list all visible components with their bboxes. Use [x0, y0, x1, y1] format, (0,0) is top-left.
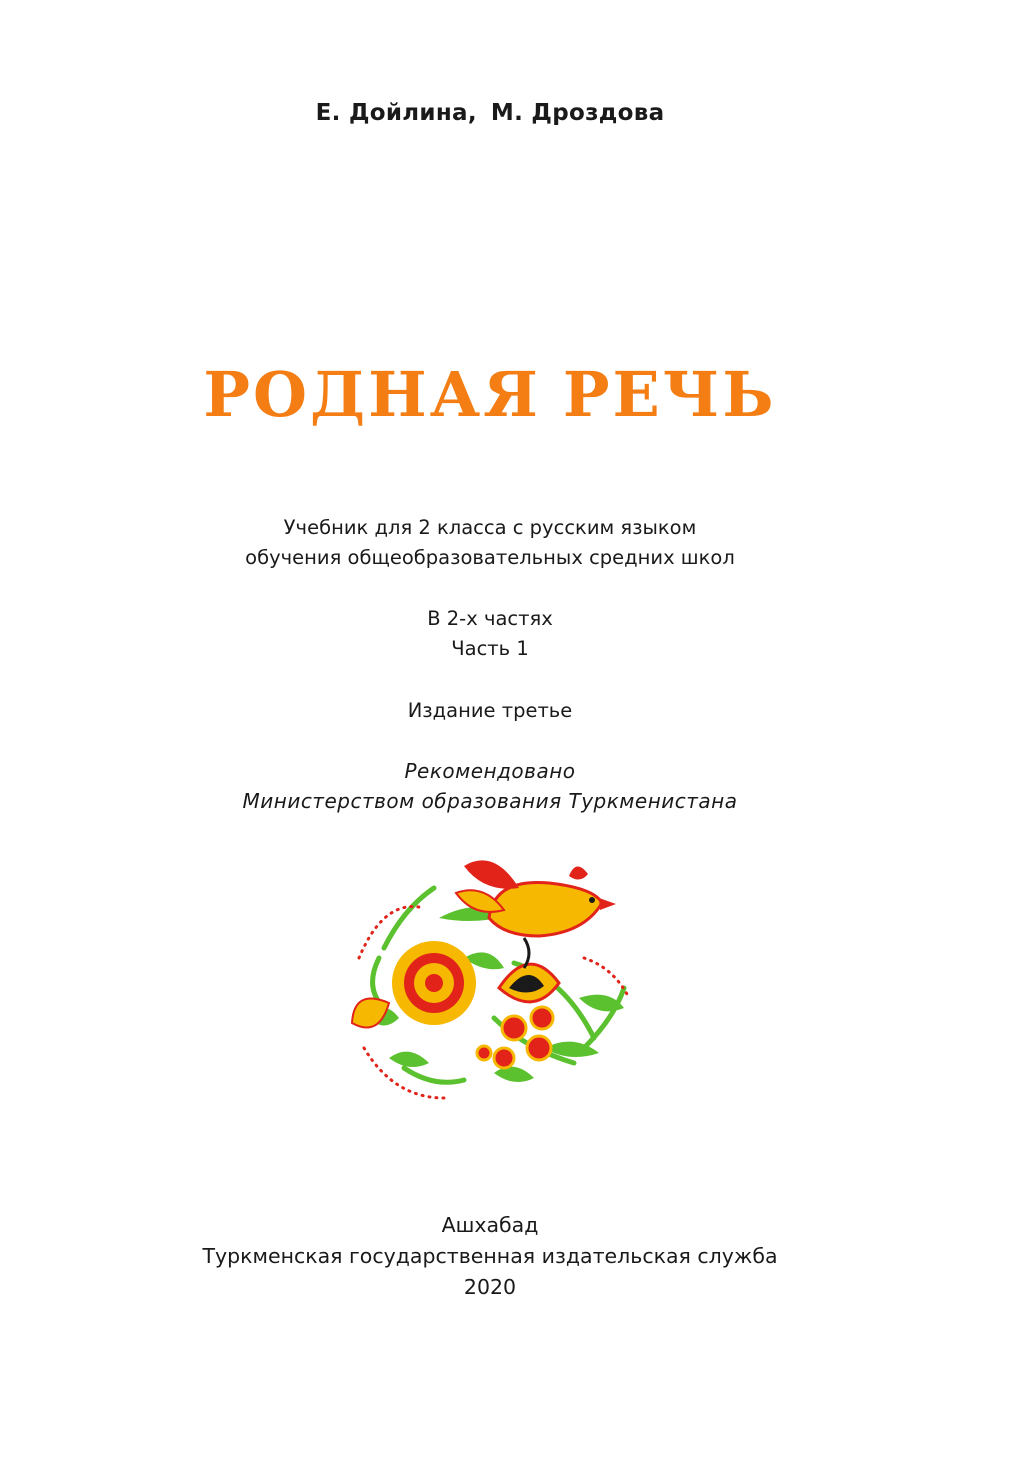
ornament-flower	[392, 941, 476, 1025]
publication-year: 2020	[463, 1275, 517, 1299]
book-title	[0, 358, 980, 431]
subtitle	[0, 513, 980, 573]
title-word-1: РОДНАЯ	[203, 358, 541, 431]
parts-info	[0, 604, 980, 664]
edition: Издание третье	[407, 699, 573, 722]
recommendation-line-2: Министерством образования Туркменистана	[242, 789, 738, 813]
publisher-city: Ашхабад	[441, 1213, 539, 1237]
ornament-berries	[477, 1007, 553, 1068]
author-1: Е. Дойлина,	[315, 100, 477, 126]
title-word-2: РЕЧЬ	[562, 358, 777, 431]
recommendation	[0, 756, 980, 816]
subtitle-line-2: обучения общеобразовательных средних школ	[245, 546, 735, 569]
parts-count: В 2-х частях	[427, 607, 553, 630]
khokhloma-ornament-icon	[344, 848, 644, 1110]
publisher-info	[0, 1210, 980, 1303]
author-2: М. Дроздова	[490, 100, 665, 126]
part-number: Часть 1	[451, 637, 529, 660]
subtitle-line-1: Учебник для 2 класса с русским языком	[283, 516, 697, 539]
recommendation-line-1: Рекомендовано	[404, 759, 576, 783]
authors	[0, 100, 980, 126]
publisher-name: Туркменская государственная издательская служба	[202, 1244, 778, 1268]
